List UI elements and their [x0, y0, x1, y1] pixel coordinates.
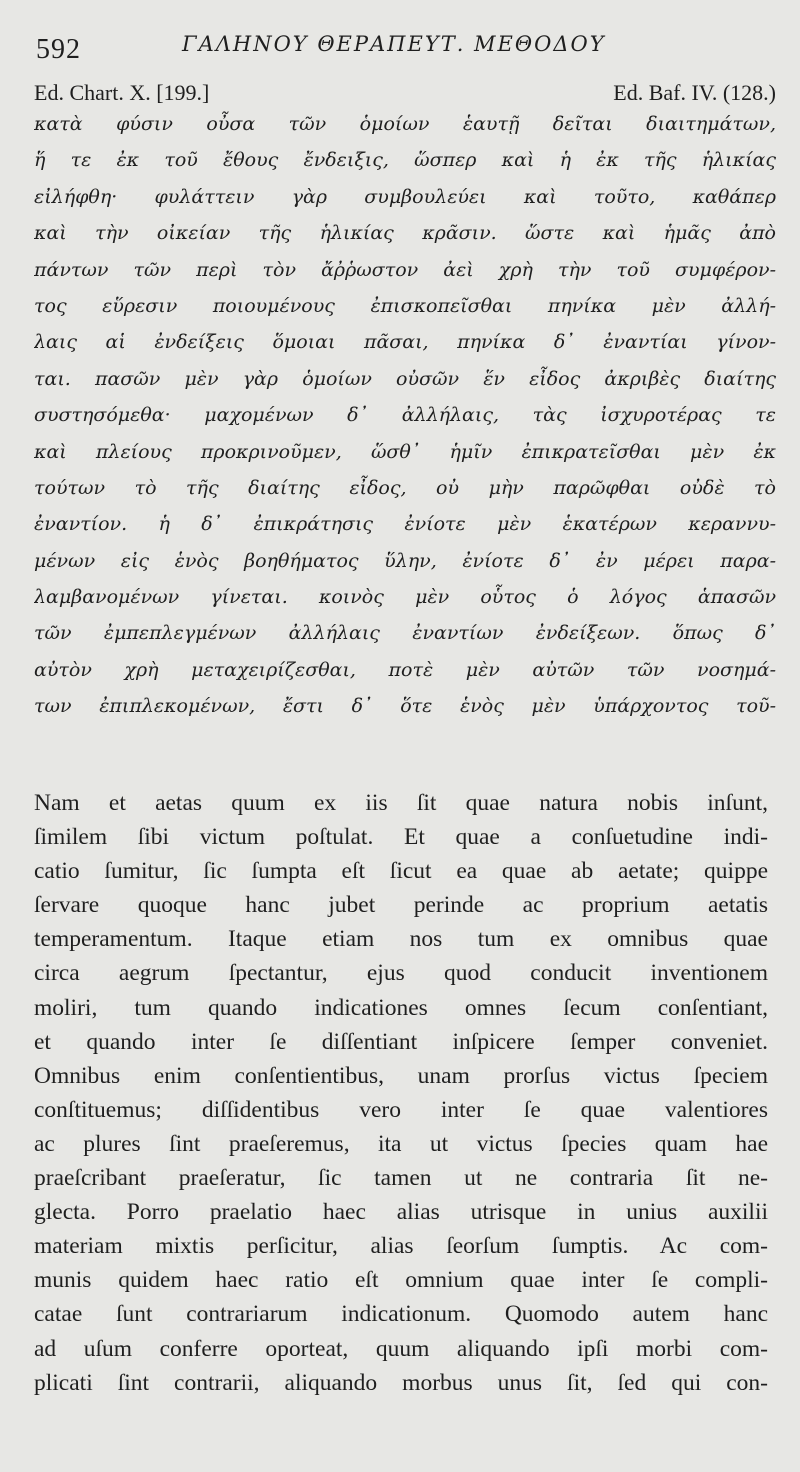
greek-text-line: μένων εἰς ἑνὸς βοηθήματος ὕλην, ἐνίοτε δ᾽ ἐν μέρει παρα-	[34, 549, 776, 572]
greek-text-line: τούτων τὸ τῆς διαίτης εἶδος, οὐ μὴν παρῶφθαι οὐδὲ τὸ	[34, 476, 776, 499]
greek-text-line: καὶ πλείους προκρινοῦμεν, ὥσθ᾽ ἡμῖν ἐπικρατεῖσθαι μὲν ἐκ	[34, 440, 776, 463]
page-header	[34, 28, 774, 64]
latin-text-line: ad uſum conferre oporteat, quum aliquando ipſi morbi com-	[34, 1335, 768, 1362]
greek-text-line: συστησόμεθα· μαχομένων δ᾽ ἀλλήλαις, τὰς ἰσχυροτέρας τε	[34, 404, 776, 427]
greek-text-line: τῶν ἐμπεπλεγμένων ἀλλήλαις ἐναντίων ἐνδείξεων. ὅπως δ᾽	[34, 622, 776, 645]
greek-text-line: κατὰ φύσιν οὖσα τῶν ὁμοίων ἑαυτῇ δεῖται διαιτημάτων,	[34, 113, 776, 135]
latin-text-line: temperamentum. Itaque etiam nos tum ex omnibus quae	[34, 926, 768, 953]
edition-basel: Ed. Baf. IV. (128.)	[613, 80, 776, 105]
greek-text-line: ἐναντίον. ἡ δ᾽ ἐπικράτησις ἐνίοτε μὲν ἑκατέρων κεραννυ-	[34, 513, 776, 536]
latin-text-line: Omnibus enim conſentientibus, unam prorſus victus ſpeciem	[34, 1062, 768, 1089]
greek-text-line: των ἐπιπλεκομένων, ἔστι δ᾽ ὅτε ἑνὸς μὲν ὑπάρχοντος τοῦ-	[34, 695, 776, 718]
greek-text-line: ται. πασῶν μὲν γὰρ ὁμοίων οὐσῶν ἕν εἶδος ἀκριβὲς διαίτης	[34, 367, 776, 390]
latin-text-line: et quando inter ſe diſſentiant inſpicere ſemper conveniet.	[34, 1028, 768, 1055]
running-title: ΓΑΛΗΝΟΥ ΘΕΡΑΠΕΥΤ. ΜΕΘΟΔΟΥ	[182, 32, 606, 56]
latin-text-line: ſimilem ſibi victum poſtulat. Et quae a conſuetudine indi-	[34, 824, 768, 851]
greek-text-line: λαμβανομένων γίνεται. κοινὸς μὲν οὗτος ὁ λόγος ἁπασῶν	[34, 586, 776, 609]
greek-text-line: πάντων τῶν περὶ τὸν ἄῤῥωστον ἀεὶ χρὴ τὴν τοῦ συμφέρον-	[34, 258, 776, 281]
latin-text-line: plicati ſint contrarii, aliquando morbus unus ſit, ſed qui con-	[34, 1369, 768, 1396]
latin-text-block	[34, 786, 768, 1400]
latin-text-line: circa aegrum ſpectantur, ejus quod conducit inventionem	[34, 960, 768, 987]
latin-text-line: conſtituemus; diſſidentibus vero inter ſe quae valentiores	[34, 1096, 768, 1123]
greek-text-line: τος εὕρεσιν ποιουμένους ἐπισκοπεῖσθαι πηνίκα μὲν ἀλλή-	[34, 294, 776, 317]
greek-text-line: αὐτὸν χρὴ μεταχειρίζεσθαι, ποτὲ μὲν αὐτῶν τῶν νοσημά-	[34, 658, 776, 681]
greek-text-line: καὶ τὴν οἰκείαν τῆς ἡλικίας κρᾶσιν. ὥστε καὶ ἡμᾶς ἀπὸ	[34, 222, 776, 245]
latin-text-line: moliri, tum quando indicationes omnes ſecum conſentiant,	[34, 994, 768, 1021]
edition-references	[34, 80, 776, 106]
edition-chartier: Ed. Chart. X. [199.]	[34, 80, 210, 105]
greek-text-line: ἥ τε ἐκ τοῦ ἔθους ἔνδειξις, ὥσπερ καὶ ἡ ἐκ τῆς ἡλικίας	[34, 149, 776, 172]
latin-text-line: materiam mixtis perſicitur, alias ſeorſum ſumptis. Ac com-	[34, 1233, 768, 1260]
page-number: 592	[36, 34, 81, 65]
latin-text-line: munis quidem haec ratio eſt omnium quae inter ſe compli-	[34, 1267, 768, 1294]
greek-text-line: λαις αἱ ἐνδείξεις ὅμοιαι πᾶσαι, πηνίκα δ᾽ ἐναντίαι γίνον-	[34, 331, 776, 354]
latin-text-line: glecta. Porro praelatio haec alias utrisque in unius auxilii	[34, 1199, 768, 1226]
greek-text-line: εἰλήφθη· φυλάττειν γὰρ συμβουλεύει καὶ τοῦτο, καθάπερ	[34, 185, 776, 208]
latin-text-line: praeſcribant praeſeratur, ſic tamen ut ne contraria ſit ne-	[34, 1165, 768, 1192]
latin-text-line: Nam et aetas quum ex iis ſit quae natura nobis inſunt,	[34, 790, 768, 816]
greek-text-block	[34, 106, 776, 725]
latin-text-line: catio ſumitur, ſic ſumpta eſt ſicut ea quae ab aetate; quippe	[34, 858, 768, 885]
latin-text-line: catae ſunt contrariarum indicationum. Quomodo autem hanc	[34, 1301, 768, 1328]
latin-text-line: ac plures ſint praeſeremus, ita ut victus ſpecies quam hae	[34, 1130, 768, 1157]
latin-text-line: ſervare quoque hanc jubet perinde ac proprium aetatis	[34, 892, 768, 919]
